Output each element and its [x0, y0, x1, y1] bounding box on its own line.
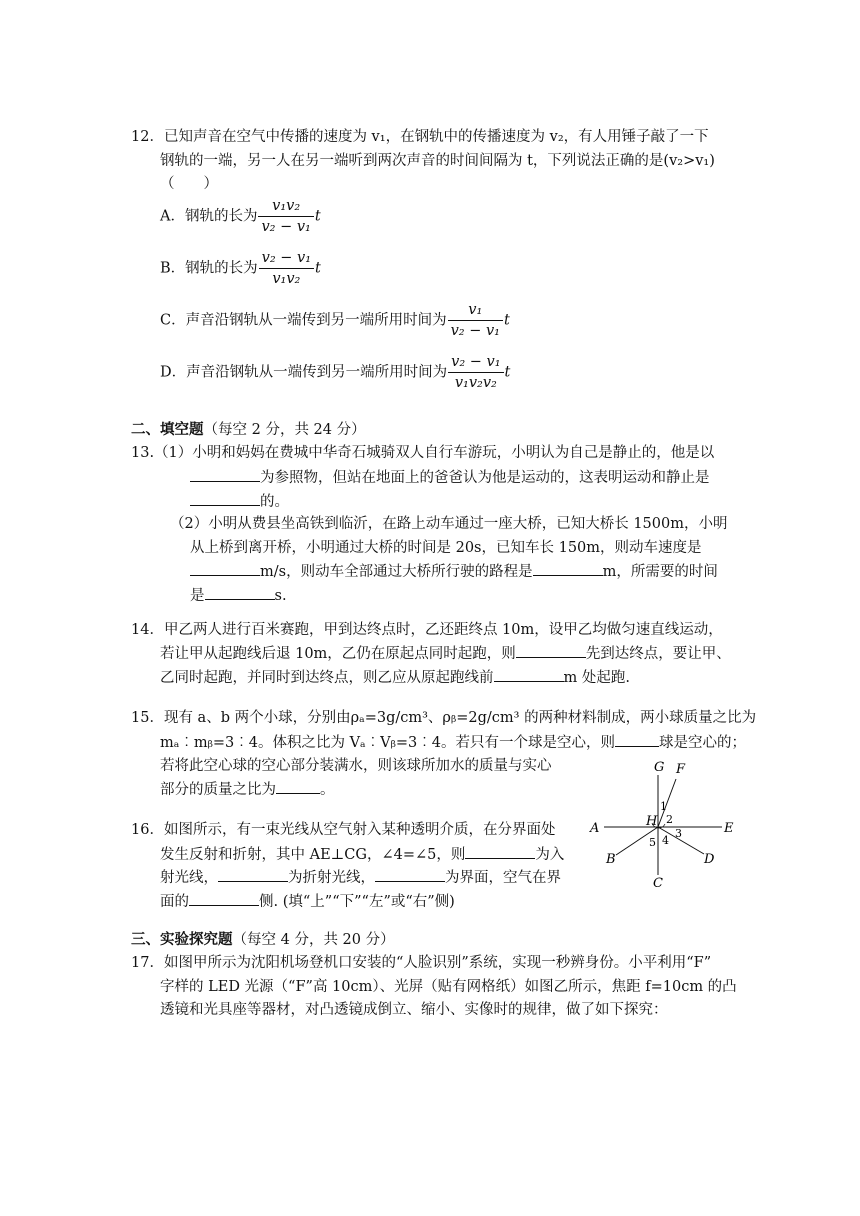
label-c: C: [653, 876, 663, 891]
q16-line2: [160, 844, 564, 865]
q12-option-c[interactable]: [160, 300, 510, 341]
q13-line7-text-a: 是: [190, 588, 205, 604]
option-d-text: D．声音沿钢轨从一端传到另一端所用时间为: [160, 364, 448, 381]
option-b-suffix: t: [315, 260, 321, 277]
q14-line2-text-a: 若让甲从起跑线后退 10m，乙仍在原起点同时起跑，则: [160, 646, 516, 662]
q13-line6: [190, 561, 718, 582]
angle-2-label: 2: [666, 813, 673, 826]
q14-line3-text-b: m 处起跑.: [563, 670, 630, 686]
q16-line2-text-b: 为入: [535, 847, 565, 863]
q15-line2-text-a: mₐ︰mᵦ=3︰4。体积之比为 Vₐ︰Vᵦ=3︰4。若只有一个球是空心，则: [160, 735, 615, 751]
option-c-suffix: t: [503, 312, 510, 329]
label-f: F: [676, 762, 686, 777]
q16-line4-text-a: 面的: [160, 894, 189, 910]
angle-1-label: 1: [660, 800, 667, 813]
angle-3-label: 3: [675, 827, 682, 840]
answer-blank[interactable]: [190, 561, 260, 576]
fraction-numerator: v₂ − v₁: [448, 352, 503, 373]
q13-line1: 13.（1）小明和妈妈在费城中华奇石城骑双人自行车游玩，小明认为自己是静止的，他是以: [131, 445, 715, 461]
angle-4-label: 4: [662, 834, 669, 847]
q14-line3: [160, 667, 630, 688]
q12-option-a[interactable]: [160, 196, 321, 237]
q16-line2-text-a: 发生反射和折射，其中 AE⊥CG，∠4=∠5，则: [160, 847, 466, 863]
q15-line2: [160, 732, 746, 753]
fraction-numerator: v₁: [448, 300, 503, 321]
q17-line2: 字样的 LED 光源（“F”高 10cm）、光屏（贴有网格纸）如图乙所示，焦距 f=10cm 的凸: [160, 979, 737, 995]
answer-blank[interactable]: [276, 779, 320, 794]
q17-line1: 17．如图甲所示为沈阳机场登机口安装的“人脸识别”系统，实现一秒辨身份。小平利用“F”: [131, 955, 712, 971]
q13-line2-text: 为参照物，但站在地面上的爸爸认为他是运动的，这表明运动和静止是: [260, 470, 710, 486]
q16-line3-text-a: 射光线，: [160, 870, 218, 886]
q12-option-d[interactable]: [160, 352, 510, 393]
answer-blank[interactable]: [190, 491, 260, 506]
option-c-fraction: [448, 300, 503, 341]
answer-blank[interactable]: [205, 585, 275, 600]
q14-line2-text-b: 先到达终点，要让甲、: [585, 646, 731, 662]
fraction-denominator: v₁v₂: [272, 271, 301, 287]
answer-blank[interactable]: [516, 643, 586, 658]
answer-blank[interactable]: [375, 867, 445, 882]
answer-blank[interactable]: [189, 891, 259, 906]
label-a: A: [590, 821, 600, 836]
section2-title: 二、填空题: [131, 421, 204, 438]
label-e: E: [724, 821, 734, 836]
q16-line3: [160, 867, 561, 888]
q16-line3-text-c: 为界面，空气在界: [445, 870, 561, 886]
q14-line3-text-a: 乙同时起跑，并同时到达终点，则乙应从原起跑线前: [160, 670, 494, 686]
label-h: H: [646, 814, 658, 829]
q12-option-b[interactable]: [160, 248, 321, 289]
section2-note: （每空 2 分，共 24 分）: [203, 422, 366, 438]
section3-note: （每空 4 分，共 20 分）: [232, 932, 395, 948]
option-a-suffix: t: [314, 208, 321, 225]
option-b-fraction: [259, 248, 314, 289]
angle-5-label: 5: [649, 836, 656, 849]
q13-line7: [190, 585, 287, 606]
q13-line7-text-b: s.: [274, 588, 287, 604]
section2-heading: [131, 420, 366, 440]
q16-line1: 16．如图所示，有一束光线从空气射入某种透明介质，在分界面处: [131, 822, 556, 838]
answer-blank[interactable]: [218, 867, 288, 882]
q13-line5: 从上桥到离开桥，小明通过大桥的时间是 20s，已知车长 150m，则动车速度是: [190, 540, 702, 556]
answer-blank[interactable]: [615, 732, 659, 747]
option-d-suffix: t: [504, 364, 511, 381]
q15-line4-text-b: 。: [320, 782, 335, 798]
answer-blank[interactable]: [533, 561, 603, 576]
answer-blank[interactable]: [190, 467, 260, 482]
q13-line6-text-b: m，所需要的时间: [602, 564, 718, 580]
q17-line3: 透镜和光具座等器材，对凸透镜成倒立、缩小、实像时的规律，做了如下探究：: [160, 1002, 668, 1018]
q16-line4-text-b: 侧. (填“上”“下”“左”或“右”侧): [259, 894, 455, 910]
q16-line4: [160, 891, 455, 912]
option-d-fraction: [448, 352, 503, 393]
q13-line3-text: 的。: [260, 494, 289, 510]
fraction-denominator: v₂ − v₁: [450, 323, 500, 339]
q13-line3: [190, 491, 289, 512]
answer-blank[interactable]: [494, 667, 564, 682]
q16-line3-text-b: 为折射光线，: [288, 870, 375, 886]
q14-line1: 14．甲乙两人进行百米赛跑，甲到达终点时，乙还距终点 10m，设甲乙均做匀速直线运动，: [131, 622, 723, 638]
q15-line4-text-a: 部分的质量之比为: [160, 782, 276, 798]
q12-stem-line2: 钢轨的一端，另一人在另一端听到两次声音的时间间隔为 t，下列说法正确的是(v₂>v₁): [160, 153, 715, 169]
section3-title: 三、实验探究题: [131, 931, 233, 948]
label-d: D: [704, 852, 715, 867]
q15-line2-text-b: 球是空心的；: [659, 735, 746, 751]
q13-line2: [190, 467, 710, 488]
option-b-text: B．钢轨的长为: [160, 260, 258, 277]
q15-line4: [160, 779, 335, 800]
answer-blank[interactable]: [465, 844, 535, 859]
q12-answer-bracket: （ ）: [160, 176, 218, 192]
fraction-denominator: v₁v₂v₂: [454, 375, 497, 391]
q13-line6-text-a: m/s，则动车全部通过大桥所行驶的路程是: [260, 564, 533, 580]
option-a-text: A．钢轨的长为: [160, 208, 258, 225]
fraction-numerator: v₁v₂: [258, 196, 313, 217]
q12-stem-line1: 12．已知声音在空气中传播的速度为 v₁，在钢轨中的传播速度为 v₂，有人用锤子敲了一下: [131, 129, 709, 145]
q14-line2: [160, 643, 731, 664]
section3-heading: [131, 930, 395, 950]
option-c-text: C．声音沿钢轨从一端传到另一端所用时间为: [160, 312, 447, 329]
label-b: B: [606, 852, 616, 867]
option-a-fraction: [258, 196, 313, 237]
fraction-numerator: v₂ − v₁: [259, 248, 314, 269]
label-g: G: [654, 760, 665, 775]
optics-ray-diagram: [580, 755, 750, 895]
q13-line4: （2）小明从费县坐高铁到临沂，在路上动车通过一座大桥，已知大桥长 1500m，小明: [170, 516, 728, 532]
q15-line3: 若将此空心球的空心部分装满水，则该球所加水的质量与实心: [160, 758, 552, 774]
fraction-denominator: v₂ − v₁: [261, 219, 311, 235]
q15-line1: 15．现有 a、b 两个小球，分别由ρₐ=3g/cm³、ρᵦ=2g/cm³ 的两种材料制成，两小球质量之比为: [131, 710, 757, 726]
